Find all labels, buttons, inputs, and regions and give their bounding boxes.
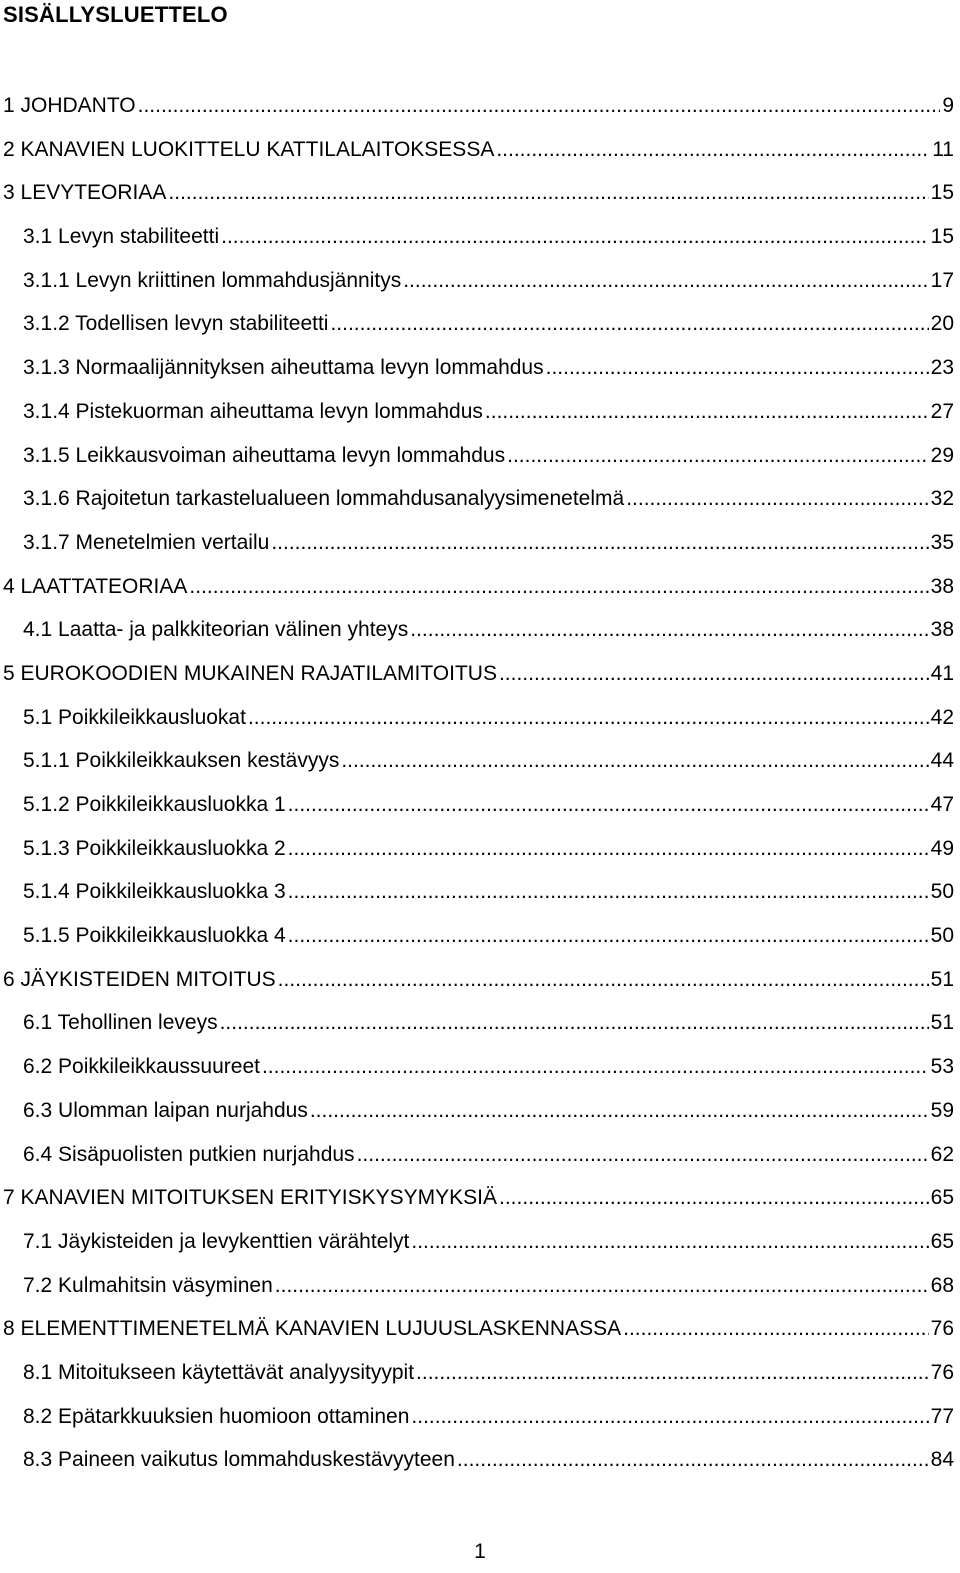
toc-entry-title: 3.1.1 Levyn kriittinen lommahdusjännitys — [23, 268, 402, 292]
dot-leader — [416, 1351, 929, 1395]
toc-entry-page: 65 — [930, 1229, 954, 1253]
toc-entry-page: 11 — [932, 137, 954, 161]
toc-entry[interactable] — [0, 1264, 960, 1308]
dot-leader — [499, 652, 929, 696]
toc-entry-title: 6.2 Poikkileikkaussuureet — [23, 1055, 260, 1079]
page-title: SISÄLLYSLUETTELO — [3, 2, 228, 27]
dot-leader — [457, 1438, 929, 1482]
toc-entry-title: 5.1.1 Poikkileikkauksen kestävyys — [23, 749, 340, 773]
dot-leader — [507, 434, 929, 478]
toc-entry-page: 77 — [930, 1404, 954, 1428]
toc-entry-title: 5.1.5 Poikkileikkausluokka 4 — [23, 924, 286, 948]
toc-entry[interactable] — [0, 1395, 960, 1439]
toc-entry-title: 5.1.2 Poikkileikkausluokka 1 — [23, 793, 286, 816]
toc-entry-title: 6 JÄYKISTEIDEN MITOITUS — [3, 967, 276, 991]
toc-entry[interactable] — [0, 521, 960, 565]
toc-entry-page: 53 — [930, 1055, 954, 1079]
toc-entry[interactable] — [0, 84, 960, 128]
toc-entry-page: 59 — [930, 1098, 954, 1122]
toc-entry-title: 4.1 Laatta- ja palkkiteorian välinen yhteys — [23, 618, 409, 642]
toc-entry-page: 15 — [930, 181, 954, 205]
dot-leader — [288, 914, 929, 958]
toc-entry-page: 68 — [930, 1273, 954, 1297]
toc-entry[interactable] — [0, 783, 960, 827]
toc-entry-page: 50 — [930, 924, 954, 948]
toc-entry[interactable] — [0, 1438, 960, 1482]
toc-entry-title: 8 ELEMENTTIMENETELMÄ KANAVIEN LUJUUSLASKENNASSA — [3, 1317, 622, 1341]
toc-entry-title: 2 KANAVIEN LUOKITTELU KATTILALAITOKSESSA — [3, 137, 495, 161]
dot-leader — [310, 1089, 929, 1133]
toc-entry[interactable] — [0, 1351, 960, 1395]
toc-entry[interactable] — [0, 958, 960, 1002]
toc-entry[interactable] — [0, 696, 960, 740]
toc-entry-page: 35 — [930, 530, 954, 554]
toc-entry-title: 8.1 Mitoitukseen käytettävät analyysityypit — [23, 1360, 415, 1384]
toc-entry-page: 84 — [930, 1448, 954, 1472]
toc-entry[interactable] — [0, 1307, 960, 1351]
toc-entry-page: 49 — [930, 836, 954, 860]
toc-entry[interactable] — [0, 1176, 960, 1220]
toc-entry[interactable] — [0, 914, 960, 958]
toc-entry-page: 47 — [930, 793, 954, 816]
dot-leader — [288, 870, 929, 914]
toc-entry-page: 32 — [930, 487, 954, 511]
toc-entry[interactable] — [0, 1220, 960, 1264]
toc-entry[interactable] — [0, 346, 960, 390]
toc-entry-page: 9 — [942, 94, 954, 117]
toc-entry-title: 5.1.4 Poikkileikkausluokka 3 — [23, 880, 286, 904]
dot-leader — [330, 302, 928, 346]
dot-leader — [221, 215, 929, 259]
toc-entry-title: 8.3 Paineen vaikutus lommahduskestävyyteen — [23, 1448, 455, 1472]
dot-leader — [357, 1133, 929, 1177]
toc-entry-page: 42 — [930, 705, 954, 729]
dot-leader — [248, 696, 929, 740]
toc-entry-title: 5.1 Poikkileikkausluokat — [23, 705, 246, 729]
toc-entry[interactable] — [0, 870, 960, 914]
dot-leader — [485, 390, 929, 434]
toc-entry-page: 65 — [930, 1186, 954, 1210]
toc-entry[interactable] — [0, 215, 960, 259]
dot-leader — [189, 565, 928, 609]
toc-entry[interactable] — [0, 128, 960, 172]
toc-entry-page: 15 — [930, 225, 954, 249]
toc-entry[interactable] — [0, 652, 960, 696]
toc-entry[interactable] — [0, 1089, 960, 1133]
toc-entry-title: 7.1 Jäykisteiden ja levykenttien värähtelyt — [23, 1229, 410, 1253]
toc-entry[interactable] — [0, 302, 960, 346]
dot-leader — [410, 608, 928, 652]
dot-leader — [496, 128, 930, 172]
dot-leader — [623, 1307, 929, 1351]
dot-leader — [278, 958, 929, 1002]
toc-entry-page: 29 — [930, 443, 954, 467]
toc-entry-page: 76 — [930, 1360, 954, 1384]
dot-leader — [411, 1220, 928, 1264]
dot-leader — [341, 739, 928, 783]
toc-entry[interactable] — [0, 608, 960, 652]
dot-leader — [288, 827, 929, 871]
toc-entry-page: 41 — [930, 661, 954, 685]
toc-entry-page: 17 — [930, 268, 954, 292]
toc-entry-title: 3.1 Levyn stabiliteetti — [23, 225, 220, 249]
toc-entry[interactable] — [0, 434, 960, 478]
toc-entry-page: 51 — [930, 1011, 954, 1035]
toc-entry[interactable] — [0, 390, 960, 434]
toc-entry-title: 6.4 Sisäpuolisten putkien nurjahdus — [23, 1142, 355, 1166]
toc-entry-title: 5 EUROKOODIEN MUKAINEN RAJATILAMITOITUS — [3, 661, 497, 685]
toc-entry-title: 1 JOHDANTO — [3, 94, 136, 117]
dot-leader — [168, 171, 928, 215]
dot-leader — [271, 521, 928, 565]
toc-entry[interactable] — [0, 565, 960, 609]
dot-leader — [626, 477, 928, 521]
toc-entry[interactable] — [0, 1133, 960, 1177]
toc-entry-page: 38 — [930, 618, 954, 642]
dot-leader — [546, 346, 929, 390]
dot-leader — [499, 1176, 929, 1220]
toc-entry-title: 3.1.7 Menetelmien vertailu — [23, 530, 270, 554]
toc-entry-page: 76 — [930, 1317, 954, 1341]
toc-entry-page: 51 — [930, 967, 954, 991]
dot-leader — [288, 783, 929, 827]
toc-entry-page: 20 — [930, 312, 954, 336]
toc-entry-page: 62 — [930, 1142, 954, 1166]
toc-entry[interactable] — [0, 259, 960, 303]
toc-entry-title: 3.1.5 Leikkausvoiman aiheuttama levyn lommahdus — [23, 443, 506, 467]
page-number: 1 — [474, 1540, 486, 1563]
dot-leader — [262, 1045, 929, 1089]
toc-entry-title: 6.1 Tehollinen leveys — [23, 1011, 218, 1035]
toc-entry[interactable] — [0, 171, 960, 215]
toc-entry[interactable] — [0, 1045, 960, 1089]
toc-entry-title: 3.1.4 Pistekuorman aiheuttama levyn lommahdus — [23, 399, 483, 423]
toc-entry-title: 3.1.6 Rajoitetun tarkastelualueen lommahdusanalyysimenetelmä — [23, 487, 625, 511]
toc-entry-title: 7.2 Kulmahitsin väsyminen — [23, 1273, 273, 1297]
dot-leader — [138, 84, 941, 128]
toc-entry[interactable] — [0, 1001, 960, 1045]
toc-entry-page: 27 — [930, 399, 954, 423]
toc-entry-page: 50 — [930, 880, 954, 904]
dot-leader — [411, 1395, 928, 1439]
toc-entry-title: 6.3 Ulomman laipan nurjahdus — [23, 1098, 308, 1122]
toc-entry[interactable] — [0, 477, 960, 521]
dot-leader — [275, 1264, 929, 1308]
toc-entry-page: 38 — [930, 574, 954, 598]
toc-entry[interactable] — [0, 827, 960, 871]
toc-entry-title: 5.1.3 Poikkileikkausluokka 2 — [23, 836, 286, 860]
table-of-contents — [0, 84, 960, 1482]
toc-entry-title: 4 LAATTATEORIAA — [3, 574, 188, 598]
toc-entry[interactable] — [0, 739, 960, 783]
toc-entry-title: 3 LEVYTEORIAA — [3, 181, 167, 205]
toc-entry-title: 8.2 Epätarkkuuksien huomioon ottaminen — [23, 1404, 410, 1428]
toc-entry-page: 44 — [930, 749, 954, 773]
toc-entry-title: 7 KANAVIEN MITOITUKSEN ERITYISKYSYMYKSIÄ — [3, 1186, 498, 1210]
dot-leader — [403, 259, 928, 303]
toc-entry-title: 3.1.3 Normaalijännityksen aiheuttama levyn lommahdus — [23, 356, 544, 380]
toc-entry-title: 3.1.2 Todellisen levyn stabiliteetti — [23, 312, 329, 336]
dot-leader — [220, 1001, 929, 1045]
toc-entry-page: 23 — [930, 356, 954, 380]
